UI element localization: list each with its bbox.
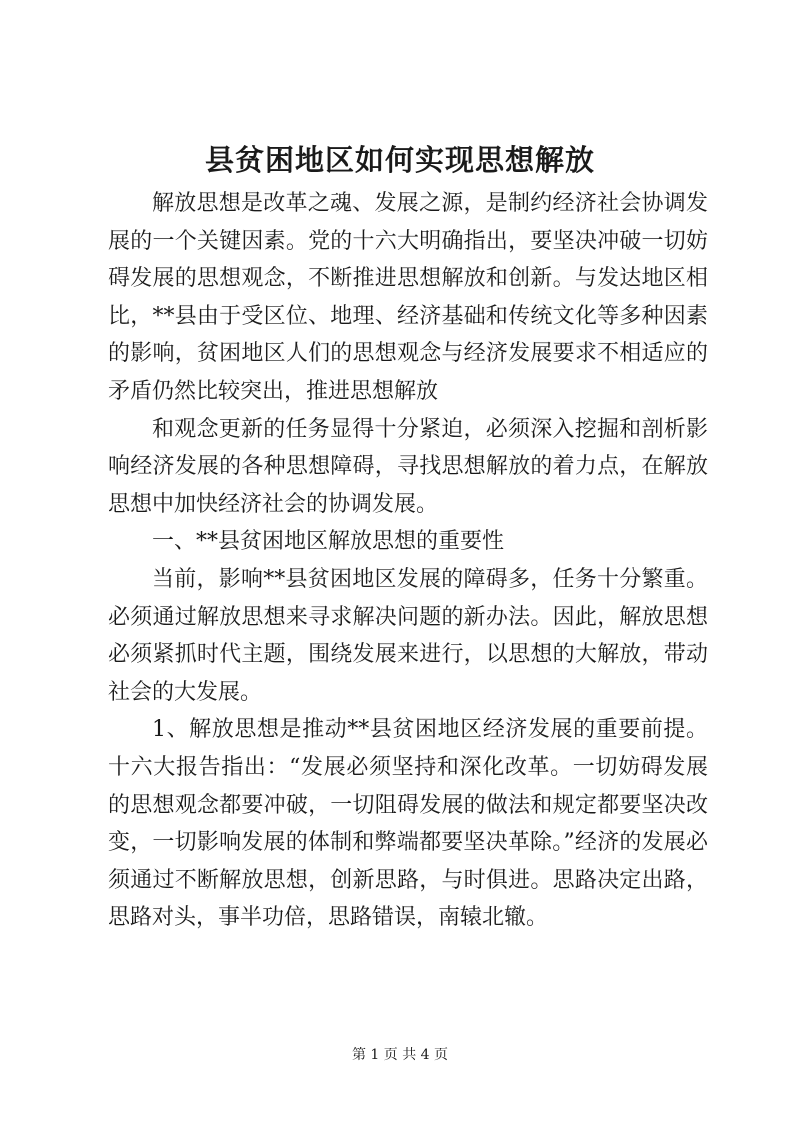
section-heading-importance: 一、**县贫困地区解放思想的重要性 [152, 529, 505, 555]
document-title: 县贫困地区如何实现思想解放 [204, 143, 595, 177]
page-number: 第 1 页 共 4 页 [351, 1047, 449, 1063]
paragraph-current-situation: 当前，影响**县贫困地区发展的障碍多，任务十分繁重。必须通过解放思想来寻求解决问题的新办法。因此，解放思想必须紧抓时代主题，围绕发展来进行，以思想的大解放，带动社会的大发展。 [108, 566, 708, 705]
paragraph-intro: 解放思想是改革之魂、发展之源，是制约经济社会协调发展的一个关键因素。党的十六大明确指出，要坚决冲破一切妨碍发展的思想观念，不断推进思想解放和创新。与发达地区相比，**县由于受区位、地理、经济基础和传统文化等多种因素的影响，贫困地区人们的思想观念与经济发展要求不相适应的矛盾仍然比较突出，推进思想解放 [108, 191, 708, 404]
paragraph-continuation: 和观念更新的任务显得十分紧迫，必须深入挖掘和剖析影响经济发展的各种思想障碍，寻找思想解放的着力点，在解放思想中加快经济社会的协调发展。 [108, 416, 708, 517]
document-body [108, 185, 708, 937]
paragraph-point-1: 1、解放思想是推动**县贫困地区经济发展的重要前提。十六大报告指出：“发展必须坚持和深化改革。一切妨碍发展的思想观念都要冲破，一切阻碍发展的做法和规定都要坚决改变，一切影响发展的体制和弊端都要坚决革除。”经济的发展必须通过不断解放思想，创新思路，与时俱进。思路决定出路，思路对头，事半功倍，思路错误，南辕北辙。 [108, 717, 708, 931]
